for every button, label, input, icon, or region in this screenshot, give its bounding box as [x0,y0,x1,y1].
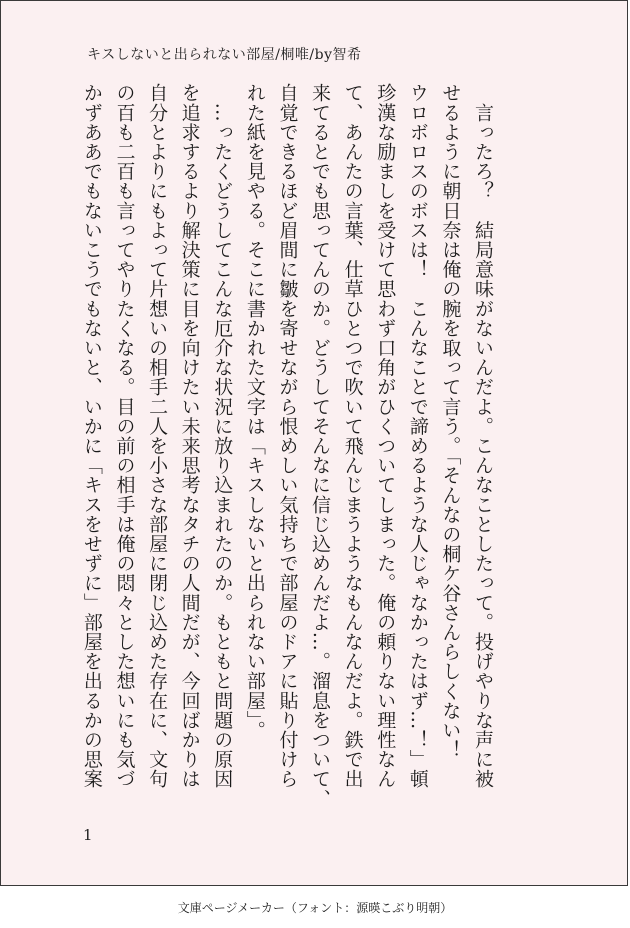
footer-credit: 文庫ページメーカー（フォント：源暎こぶり明朝） [177,901,453,915]
body-text-line: …ったくどうしてこんな厄介な状況に放り込まれたのか。もともと問題の原因 [211,83,234,789]
body-text-line: かずああでもないこうでもないと、いかに「キスをせずに」部屋を出るかの思案 [80,83,103,789]
vertical-body-text [75,83,499,809]
body-text-line: 自分とよりにもよって片想いの相手二人を小さな部屋に閉じ込めた存在に、文句 [146,83,169,789]
body-text-line: の百も二百も言ってやりたくなる。目の前の相手は俺の悶々とした想いにも気づ [113,83,136,789]
page-number: 1 [83,826,93,844]
body-text-line: 言ったろ？ 結局意味がないんだよ。こんなことしたって。投げやりな声に被 [472,83,494,789]
body-text-line: 自覚できるほど眉間に皺を寄せながら恨めしい気持ちで部屋のドアに貼り付けら [276,83,299,789]
body-text-line: せるように朝日奈は俺の腕を取って言う。「そんなの桐ケ谷さんらしくない！ [439,83,462,760]
body-text-line: ウロボロスのボスは！ こんなことで諦めるような人じゃなかったはず…！」頓 [406,83,429,789]
body-text-line: 来てるとでも思ってんのか。どうしてそんなに信じ込めんだよ…。溜息をついて、 [309,83,332,809]
page-header-title: キスしないと出られない部屋/桐唯/by智希 [87,47,362,63]
body-text-line: て、あんたの言葉、仕草ひとつで吹いて飛んじまうようなもんなんだよ。鉄で出 [341,83,364,789]
body-text-line: れた紙を見やる。そこに書かれた文字は「キスしないと出られない部屋」。 [243,83,266,740]
body-text-line: を追求するより解決策に目を向けたい未来思考なタチの人間だが、今回ばかりは [178,83,201,789]
body-text-line: 珍漢な励ましを受けて思わず口角がひくついてしまった。俺の頼りない理性なん [374,83,397,789]
